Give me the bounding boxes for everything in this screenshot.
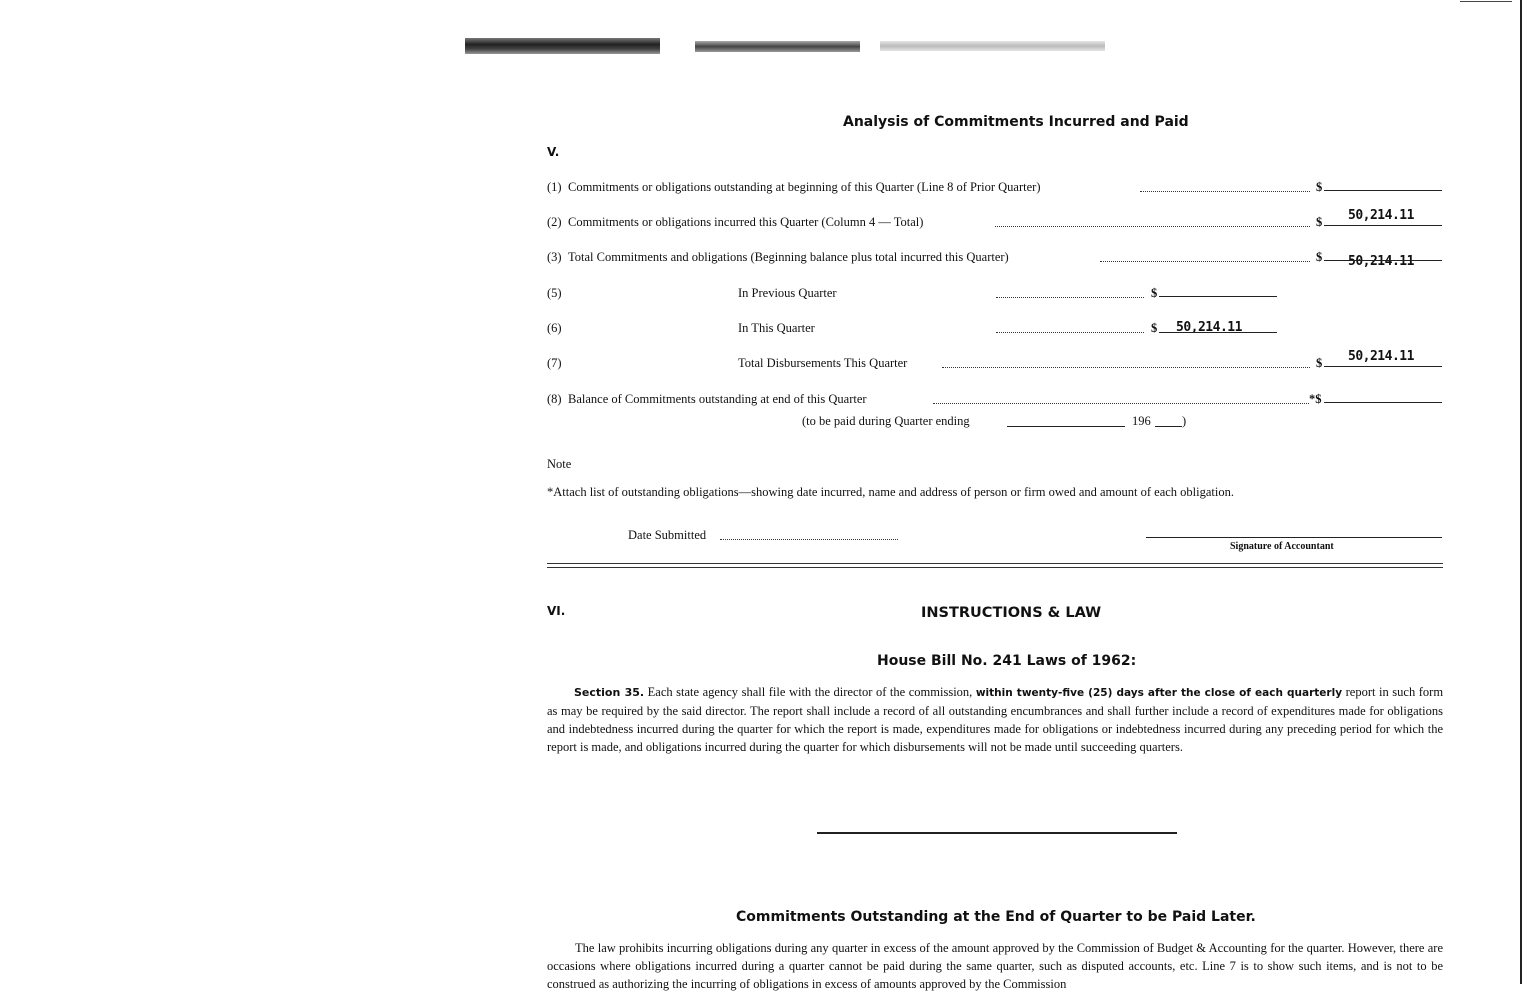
- section-35-label: Section 35.: [574, 686, 645, 699]
- date-submitted-field[interactable]: [720, 539, 898, 540]
- note-text: *Attach list of outstanding obligations—showing date incurred, name and address of person or firm owed and amount of each obligation.: [547, 485, 1234, 499]
- line-1-number: (1): [547, 180, 562, 194]
- quarter-ending-field[interactable]: [1007, 426, 1125, 427]
- line-5-label: In Previous Quarter: [738, 286, 837, 300]
- line-2-label: Commitments or obligations incurred this Quarter (Column 4 — Total): [568, 215, 924, 229]
- redacted-header-block-1: [465, 38, 660, 54]
- line-7-dollar: $: [1316, 356, 1323, 370]
- section-35-paragraph: [547, 683, 1443, 756]
- line-7-amount: 50,214.11: [1348, 349, 1414, 364]
- commitments-later-paragraph: The law prohibits incurring obligations during any quarter in excess of the amount approved by the Commission of Budget & Accounting for the quarter. However, there are occasions where obligations incurred during a quarter cannot be paid during the same quarter, such as disputed accounts, etc. Line 7 is to show such items, and is not to be construed as authorizing the incurring of obligations in excess of amounts approved by the Commission: [547, 941, 1443, 991]
- section-35-text-c: report in such form as may be required by the said director. The report shall include a record of all outstanding encumbrances and shall further include a record of expenditures made for obligations and indebtedness incurred during the quarter for which the report is made, expenditures made for obligations or indebtedness incurred during any preceding period for which the report is made, and obligations incurred during the quarter for which disbursements will not be made until succeeding quarters.: [547, 685, 1444, 754]
- commitments-later-title: Commitments Outstanding at the End of Quarter to be Paid Later.: [736, 909, 1256, 925]
- line-5-leader: [996, 297, 1144, 298]
- line-7-label: Total Disbursements This Quarter: [738, 356, 908, 370]
- line-2-dollar: $: [1316, 215, 1323, 229]
- line-2-leader: [995, 226, 1310, 227]
- line-3-amount: 50,214.11: [1348, 254, 1414, 269]
- line-1-amount-field[interactable]: [1324, 190, 1442, 191]
- redacted-header-block-2: [695, 41, 860, 52]
- redacted-header-block-3: [880, 41, 1105, 51]
- line-8-amount-field[interactable]: [1324, 402, 1442, 403]
- section-35-deadline: within twenty-five (25) days after the close of each quarterly: [975, 687, 1343, 699]
- line-6-label: In This Quarter: [738, 321, 815, 335]
- year-field[interactable]: [1155, 426, 1182, 427]
- section-divider: [547, 563, 1443, 568]
- page-edge-mark: [1460, 1, 1512, 2]
- line-2-amount: 50,214.11: [1348, 208, 1414, 223]
- section-vi-roman: VI.: [547, 604, 566, 618]
- line-6-dollar: $: [1151, 321, 1158, 335]
- line-5-dollar: $: [1151, 286, 1158, 300]
- line-8-dollar: *$: [1309, 392, 1322, 406]
- line-7-leader: [942, 367, 1310, 368]
- note-label: Note: [547, 457, 572, 471]
- line-7-amount-field[interactable]: [1324, 366, 1442, 367]
- line-3-dollar: $: [1316, 250, 1323, 264]
- signature-line[interactable]: [1146, 537, 1442, 538]
- year-prefix: 196: [1132, 414, 1151, 428]
- signature-label: Signature of Accountant: [1230, 541, 1334, 552]
- line-6-leader: [996, 332, 1144, 333]
- section-vi-title: INSTRUCTIONS & LAW: [921, 605, 1102, 621]
- section-v-title: Analysis of Commitments Incurred and Paid: [843, 114, 1189, 130]
- line-6-amount: 50,214.11: [1176, 320, 1242, 335]
- line-2-amount-field[interactable]: [1324, 225, 1442, 226]
- centered-rule: [817, 832, 1177, 834]
- line-6-amount-field[interactable]: [1159, 332, 1277, 333]
- section-35-text-a: Each state agency shall file with the director of the commission,: [647, 685, 973, 699]
- line-1-leader: [1140, 191, 1310, 192]
- line-3-label: Total Commitments and obligations (Beginning balance plus total incurred this Quarter): [568, 250, 1009, 264]
- line-3-number: (3): [547, 250, 562, 264]
- paid-during-label: (to be paid during Quarter ending: [802, 414, 970, 428]
- line-5-number: (5): [547, 286, 562, 300]
- page-edge: [1520, 0, 1522, 984]
- section-v-roman: V.: [547, 145, 560, 159]
- line-1-dollar: $: [1316, 180, 1323, 194]
- line-8-label: Balance of Commitments outstanding at end of this Quarter: [568, 392, 867, 406]
- line-3-leader: [1100, 261, 1310, 262]
- line-6-number: (6): [547, 321, 562, 335]
- line-1-label: Commitments or obligations outstanding at beginning of this Quarter (Line 8 of Prior Quarter): [568, 180, 1041, 194]
- close-paren: ): [1182, 414, 1187, 428]
- line-8-number: (8): [547, 392, 562, 406]
- house-bill-title: House Bill No. 241 Laws of 1962:: [877, 653, 1137, 669]
- line-8-leader: [933, 403, 1309, 404]
- line-2-number: (2): [547, 215, 562, 229]
- date-submitted-label: Date Submitted: [628, 528, 707, 542]
- line-3-amount-field[interactable]: [1324, 260, 1442, 261]
- line-7-number: (7): [547, 356, 562, 370]
- line-5-amount-field[interactable]: [1159, 296, 1277, 297]
